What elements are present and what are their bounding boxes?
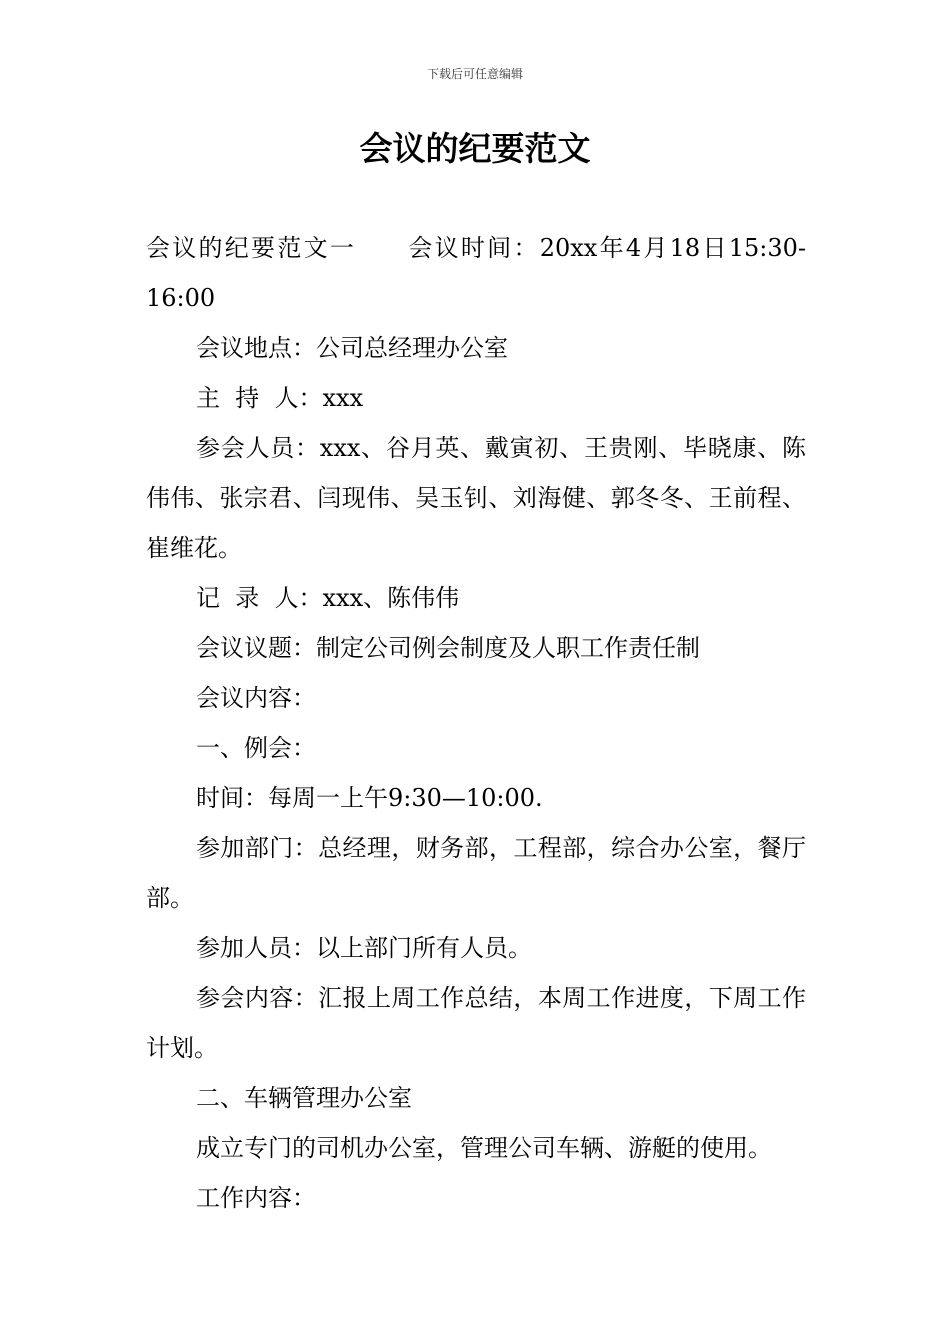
intro-label: 会议的纪要范文一 bbox=[146, 234, 357, 262]
meeting-recorder: 记 录 人：xxx、陈伟伟 bbox=[196, 584, 460, 612]
regular-meeting-time: 时间：每周一上午9:30—10:00. bbox=[196, 784, 543, 812]
participating-personnel: 参加人员：以上部门所有人员。 bbox=[196, 934, 532, 962]
meeting-host: 主 持 人：xxx bbox=[196, 384, 364, 412]
header-note: 下载后可任意编辑 bbox=[426, 67, 523, 81]
meeting-topic: 会议议题：制定公司例会制度及人职工作责任制 bbox=[196, 634, 700, 662]
intro-paragraph bbox=[146, 223, 806, 323]
document-body bbox=[146, 223, 806, 1223]
document-title: 会议的纪要范文 bbox=[359, 129, 591, 168]
meeting-agenda: 参会内容：汇报上周工作总结，本周工作进度，下周工作计划。 bbox=[146, 984, 806, 1062]
meeting-content-heading: 会议内容： bbox=[196, 684, 316, 712]
meeting-attendees: 参会人员：xxx、谷月英、戴寅初、王贵刚、毕晓康、陈伟伟、张宗君、闫现伟、吴玉钊、刘海健、郭冬冬、王前程、崔维花。 bbox=[146, 434, 806, 562]
section-two-heading: 二、车辆管理办公室 bbox=[196, 1084, 412, 1112]
meeting-location: 会议地点：公司总经理办公室 bbox=[196, 334, 508, 362]
work-content-heading: 工作内容： bbox=[196, 1184, 316, 1212]
meeting-time: 会议时间：20xx年4月18日15:30-16:00 bbox=[146, 234, 806, 312]
vehicle-office-paragraph: 成立专门的司机办公室，管理公司车辆、游艇的使用。 bbox=[196, 1134, 772, 1162]
section-one-heading: 一、例会： bbox=[196, 734, 316, 762]
participating-departments: 参加部门：总经理，财务部，工程部，综合办公室，餐厅部。 bbox=[146, 834, 806, 912]
